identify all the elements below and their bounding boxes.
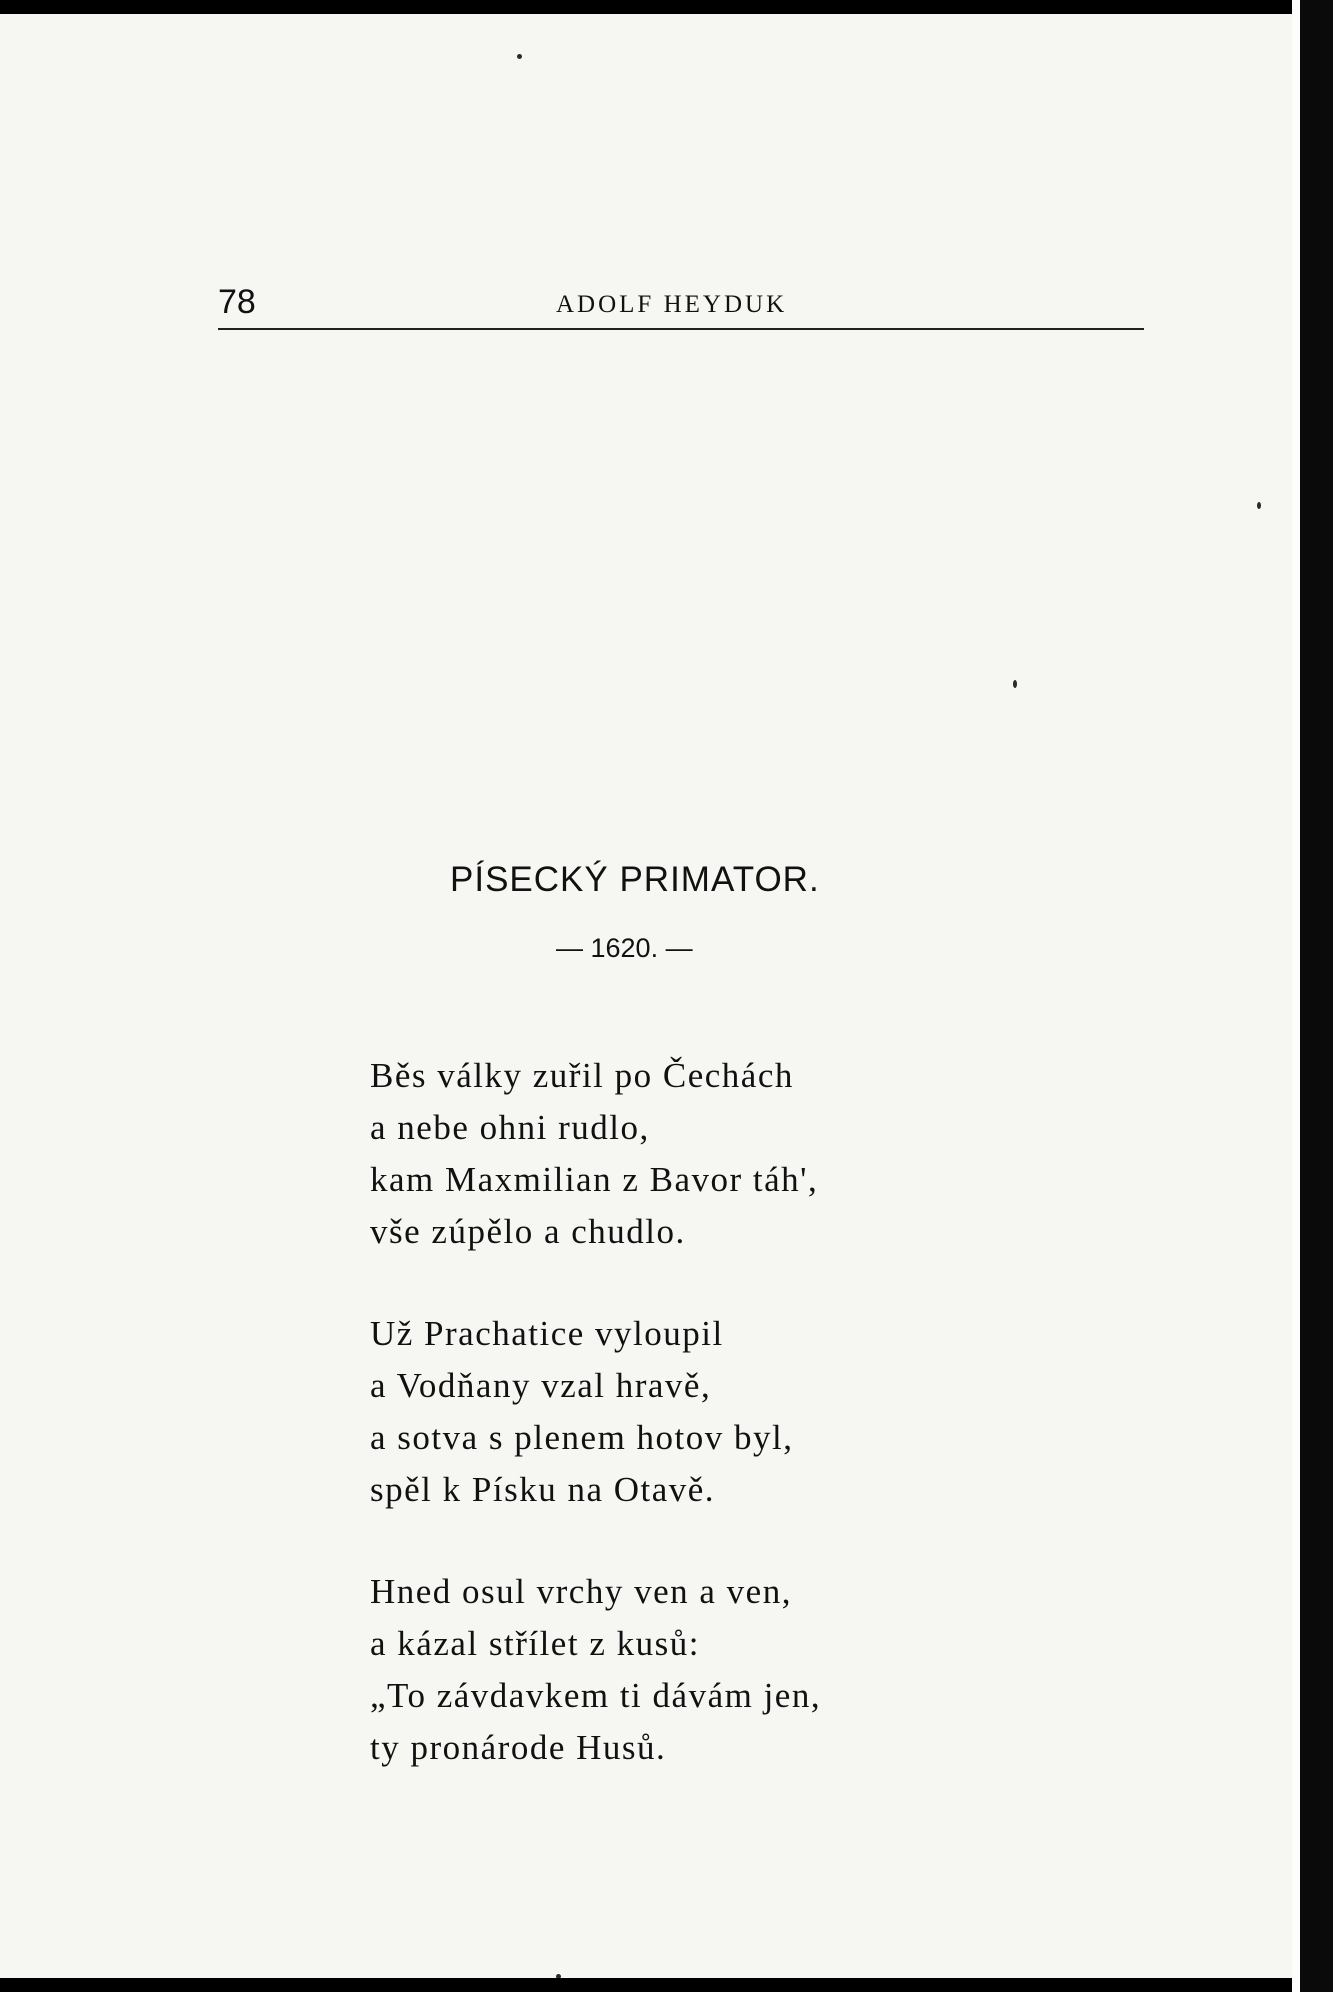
running-head: ADOLF HEYDUK (556, 291, 788, 318)
ink-speck (517, 54, 522, 59)
poem-body (370, 1050, 1070, 1824)
poem-title: PÍSECKÝ PRIMATOR. (450, 860, 820, 899)
page-number: 78 (218, 283, 256, 321)
poem-line: a Vodňany vzal hravě, (370, 1366, 712, 1405)
poem-line: a kázal střílet z kusů: (370, 1624, 700, 1663)
poem-date: — 1620. — (556, 933, 693, 963)
ink-speck (1013, 680, 1017, 688)
poem-line: spěl k Písku na Otavě. (370, 1470, 716, 1509)
stanza-1 (370, 1050, 1070, 1258)
header-rule (218, 328, 1144, 330)
poem-line: a nebe ohni rudlo, (370, 1108, 650, 1147)
ink-speck (1257, 502, 1261, 509)
poem-line: vše zúpělo a chudlo. (370, 1212, 686, 1251)
page-header (218, 284, 1144, 320)
scan-border (1300, 0, 1333, 1992)
stanza-2 (370, 1308, 1070, 1516)
poem-line: „To závdavkem ti dávám jen, (370, 1676, 822, 1715)
ink-speck (556, 1974, 561, 1978)
page-edge (1292, 0, 1300, 1992)
poem-line: Už Prachatice vyloupil (370, 1314, 724, 1353)
poem-line: a sotva s plenem hotov byl, (370, 1418, 794, 1457)
poem-line: Běs války zuřil po Čechách (370, 1056, 794, 1095)
stanza-3 (370, 1566, 1070, 1774)
poem-line: kam Maxmilian z Bavor táh', (370, 1160, 819, 1199)
poem-line: ty pronárode Husů. (370, 1728, 667, 1767)
poem-line: Hned osul vrchy ven a ven, (370, 1572, 792, 1611)
